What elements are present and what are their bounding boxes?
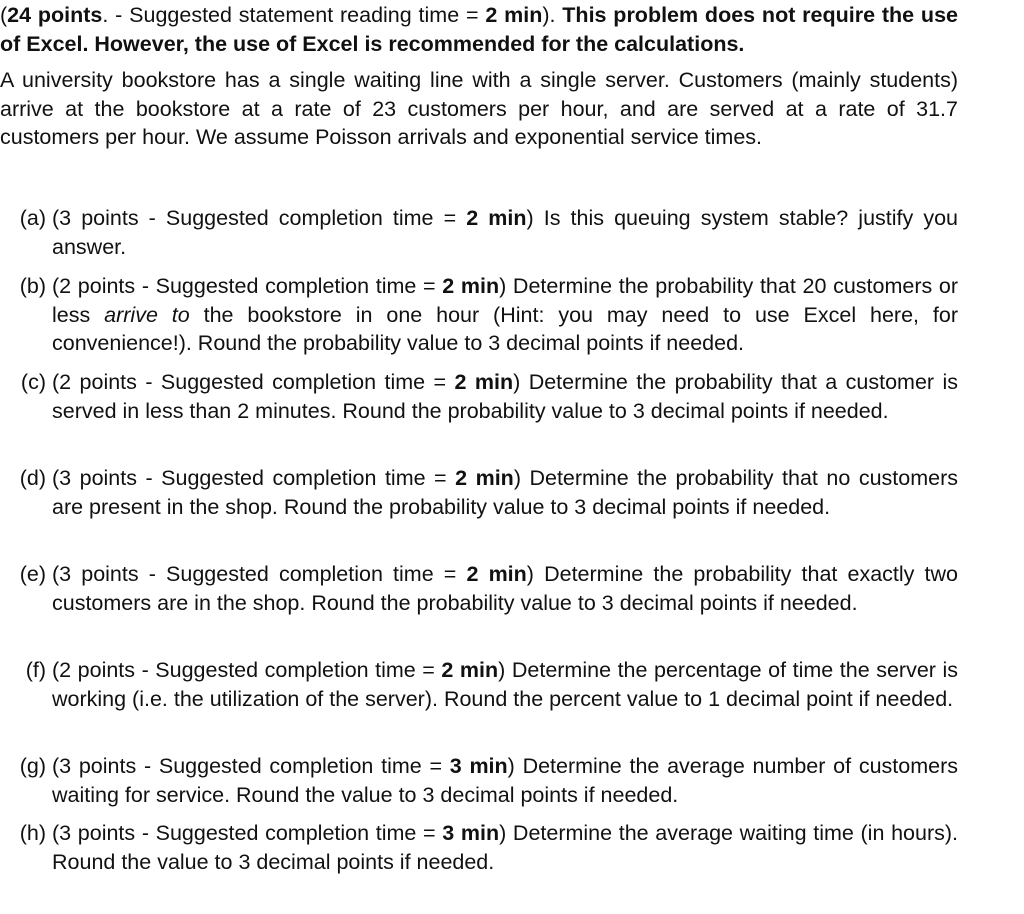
question-body: ) Determine the probability that no customers are present in the shop. Round the probability value to 3 decimal points if needed.	[52, 466, 958, 519]
question-label: (g)	[19, 754, 46, 778]
question-body: ) Determine the probability that 20 customers or less	[52, 274, 959, 327]
question-label: (c)	[20, 370, 46, 394]
question-time: 2 min	[466, 206, 527, 230]
question-emphasis: arrive to	[104, 302, 190, 327]
header-points: 24 points	[7, 3, 103, 27]
question-body: ) Determine the probability that exactly two customers are in the shop. Round the probability value to 3 decimal points if needed.	[52, 562, 959, 615]
header-reading-time: 2 min	[485, 3, 543, 27]
question-text	[52, 272, 958, 358]
question-label: (f)	[25, 658, 46, 682]
question-time: 2 min	[455, 466, 514, 490]
question-body: ) Determine the average waiting time (in hours). Round the value to 3 decimal points if needed.	[52, 821, 958, 874]
question-points: (3 points - Suggested completion time =	[52, 821, 443, 845]
header-reading-time-text: . - Suggested statement reading time =	[102, 3, 486, 27]
question-text	[52, 560, 958, 617]
question-e	[0, 560, 958, 617]
question-d	[0, 464, 958, 521]
question-time: 2 min	[454, 370, 514, 394]
question-g	[0, 752, 958, 809]
question-body-continued: the bookstore in one hour (Hint: you may need to use Excel here, for convenience!). Round the probability value to 3 decimal points if needed.	[52, 302, 958, 356]
question-text	[52, 464, 958, 521]
question-time: 3 min	[442, 821, 500, 845]
question-points: (2 points - Suggested completion time =	[52, 370, 455, 394]
question-f	[0, 656, 958, 713]
question-b	[0, 272, 958, 358]
question-label: (h)	[19, 821, 46, 845]
question-body: ) Determine the probability that a customer is served in less than 2 minutes. Round the probability value to 3 decimal points if needed.	[52, 370, 959, 423]
problem-intro: A university bookstore has a single waiting line with a single server. Customers (mainly students) arrive at the bookstore at a rate of 23 customers per hour, and are served at a rate of 31.7 customers per hour. We assume Poisson arrivals and exponential service times.	[0, 68, 958, 150]
question-label: (d)	[19, 466, 46, 490]
question-text	[52, 752, 958, 809]
question-text	[52, 656, 958, 713]
question-points: (2 points - Suggested completion time =	[52, 274, 443, 298]
question-body: ) Is this queuing system stable? justify you answer.	[52, 206, 959, 259]
question-label: (b)	[19, 274, 46, 298]
question-text	[52, 204, 958, 261]
question-a	[0, 204, 958, 261]
question-points: (2 points - Suggested completion time =	[52, 658, 442, 682]
question-text	[52, 819, 958, 876]
header-excel-note: This problem does not require the use of Excel. However, the use of Excel is recommended for the calculations.	[0, 3, 958, 56]
header-open-paren: (	[0, 3, 8, 27]
question-points: (3 points - Suggested completion time =	[52, 754, 450, 778]
question-h	[0, 819, 958, 876]
question-text	[52, 368, 958, 425]
question-points: (3 points - Suggested completion time =	[52, 562, 467, 586]
question-time: 2 min	[442, 274, 500, 298]
question-time: 2 min	[441, 658, 499, 682]
question-label: (a)	[19, 206, 46, 230]
question-points: (3 points - Suggested completion time =	[52, 466, 456, 490]
problem-header	[0, 1, 958, 58]
question-time: 2 min	[466, 562, 527, 586]
question-label: (e)	[19, 562, 46, 586]
question-body: ) Determine the percentage of time the server is working (i.e. the utilization of the server). Round the percent value to 1 decimal point if needed.	[52, 658, 959, 711]
header-close-text: ).	[542, 3, 563, 27]
question-time: 3 min	[449, 754, 508, 778]
question-points: (3 points - Suggested completion time =	[52, 206, 467, 230]
question-c	[0, 368, 958, 425]
question-body: ) Determine the average number of customers waiting for service. Round the value to 3 decimal points if needed.	[52, 754, 958, 807]
